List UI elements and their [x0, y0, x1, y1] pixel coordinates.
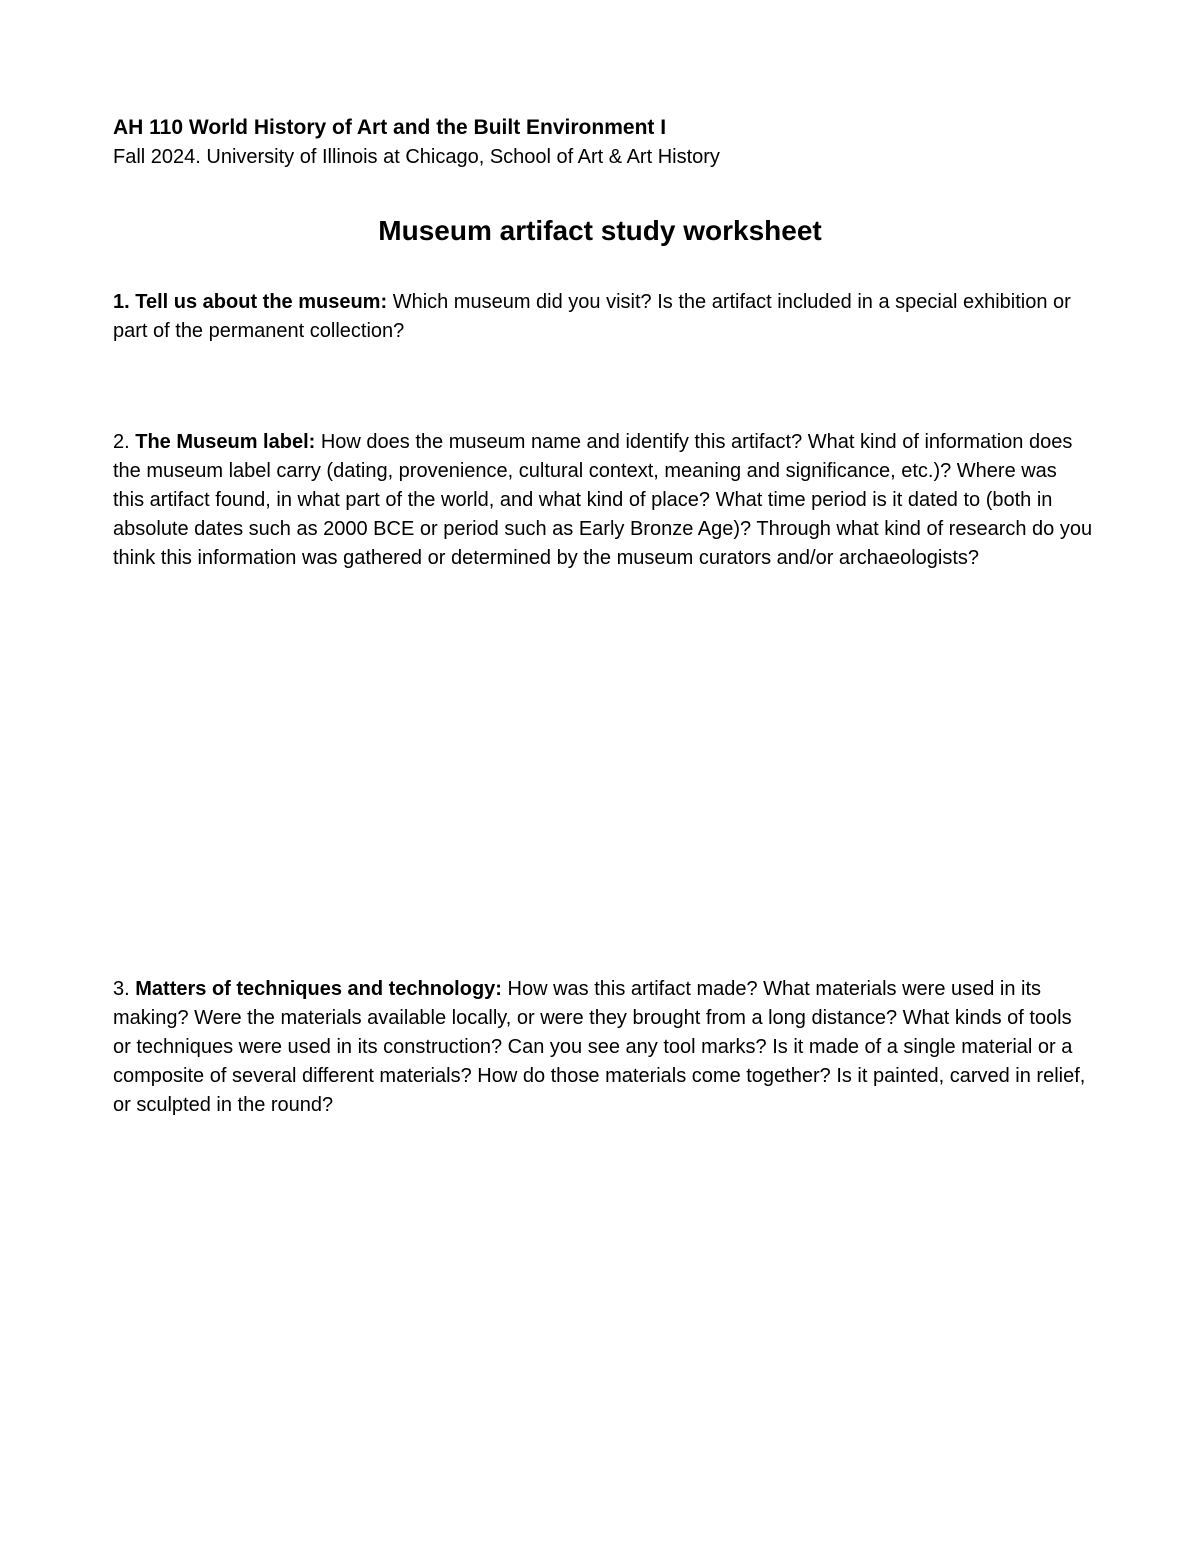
question-body: How was this artifact made? What materials were used in its making? Were the materials available locally, or were they brought from a long distance? What kinds of tools or techniques were used in its construction? Can you see any tool marks? Is it made of a single material or a composite of several different materials? How do those materials come together? Is it painted, carved in relief, or sculpted in the round?	[113, 978, 1086, 1116]
question-heading: Matters of techniques and technology:	[135, 978, 502, 1000]
course-subtitle: Fall 2024. University of Illinois at Chicago, School of Art & Art History	[113, 146, 720, 168]
question-body: Which museum did you visit? Is the artifact included in a special exhibition or part of the permanent collection?	[113, 291, 1071, 342]
question-3	[113, 975, 1093, 1120]
course-title: AH 110 World History of Art and the Built Environment I	[113, 116, 667, 139]
question-2	[113, 428, 1093, 573]
question-heading: The Museum label:	[135, 431, 316, 453]
question-number: 2.	[113, 431, 130, 453]
question-heading: Tell us about the museum:	[135, 291, 388, 313]
question-number: 3.	[113, 978, 130, 1000]
question-number: 1.	[113, 291, 130, 313]
worksheet-title: Museum artifact study worksheet	[378, 215, 822, 246]
question-1	[113, 288, 1093, 346]
question-body: How does the museum name and identify this artifact? What kind of information does the museum label carry (dating, provenience, cultural context, meaning and significance, etc.)? Where was this artifact found, in what part of the world, and what kind of place? What time period is it dated to (both in absolute dates such as 2000 BCE or period such as Early Bronze Age)? Through what kind of research do you think this information was gathered or determined by the museum curators and/or archaeologists?	[113, 431, 1093, 569]
